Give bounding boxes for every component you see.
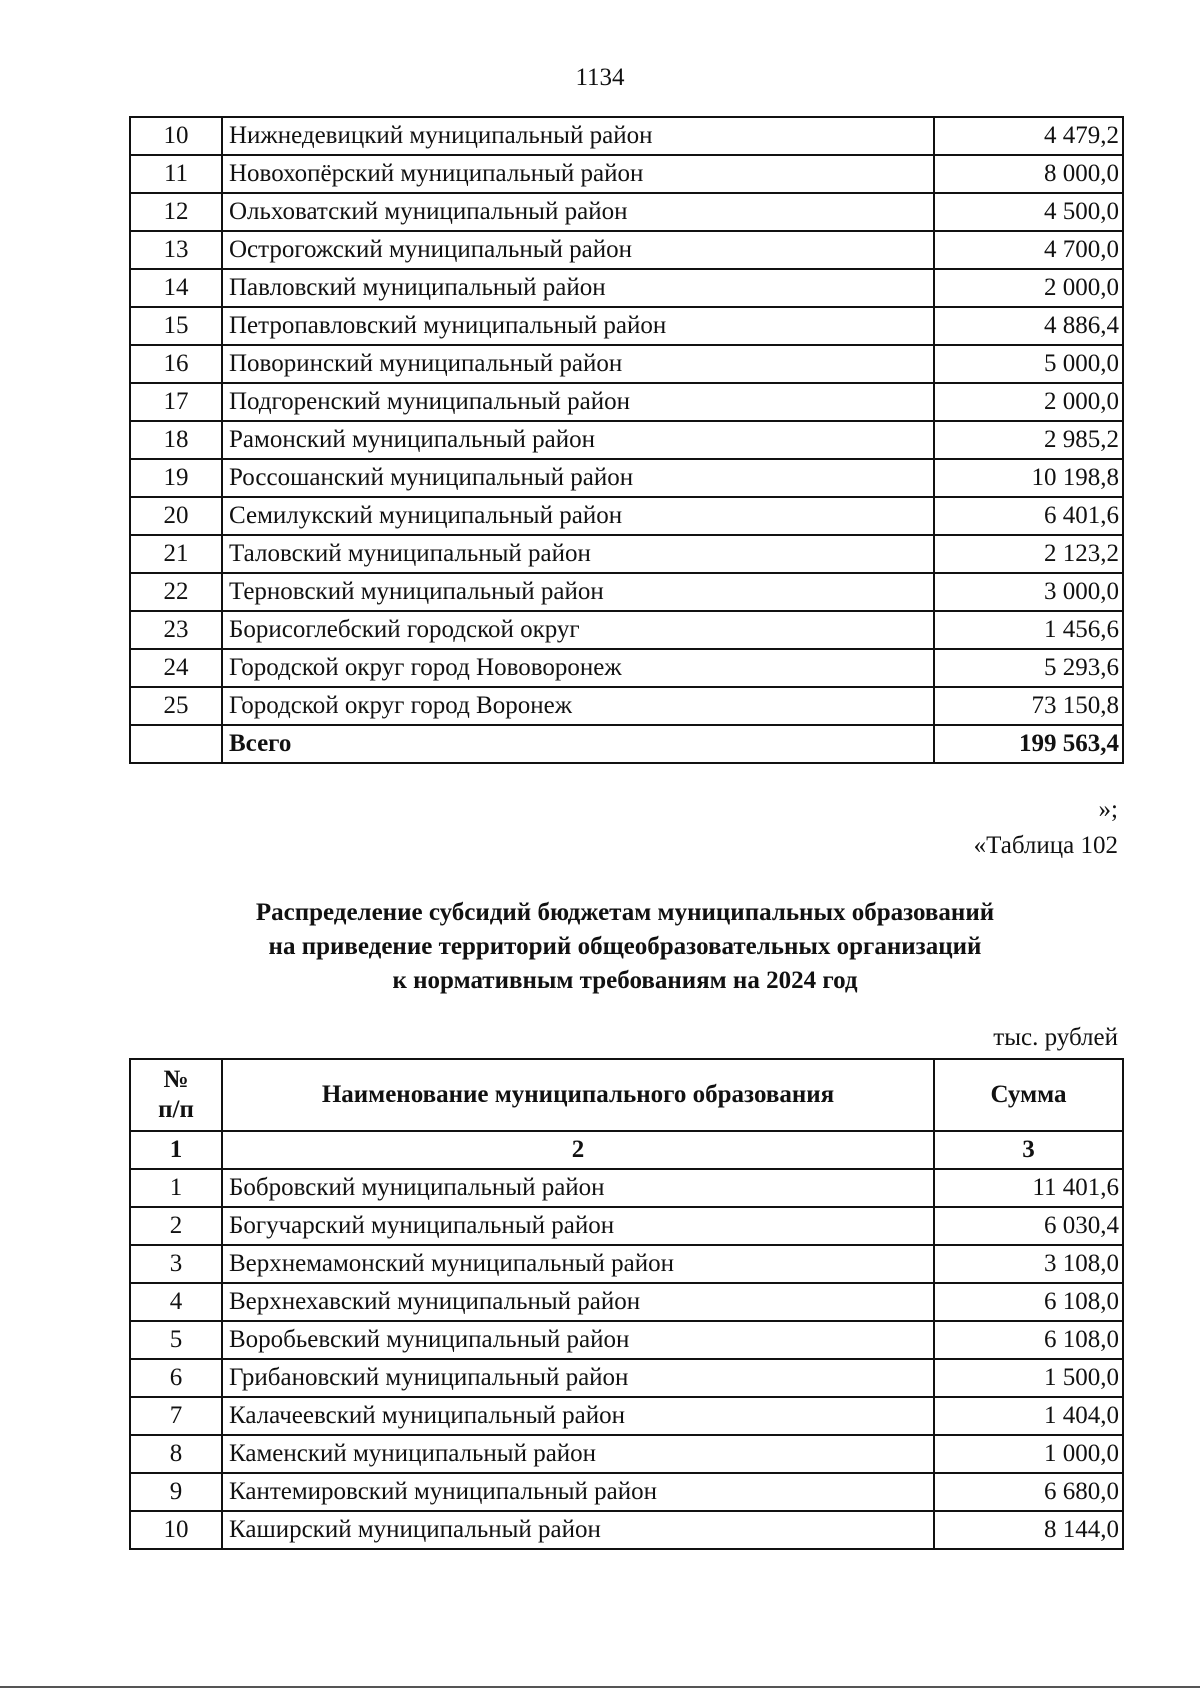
row-name-cell: Верхнехавский муниципальный район (222, 1283, 934, 1321)
row-number-cell: 4 (130, 1283, 222, 1321)
total-sum-cell: 199 563,4 (934, 725, 1123, 763)
row-sum-cell: 4 479,2 (934, 117, 1123, 155)
row-name-cell: Борисоглебский городской округ (222, 611, 934, 649)
row-sum-cell: 4 700,0 (934, 231, 1123, 269)
row-number-cell: 10 (130, 1511, 222, 1549)
table-body (130, 1059, 1123, 1549)
row-number-cell: 23 (130, 611, 222, 649)
header-cell-sum: Сумма (934, 1059, 1123, 1131)
row-name-cell: Поворинский муниципальный район (222, 345, 934, 383)
row-name-cell: Грибановский муниципальный район (222, 1359, 934, 1397)
page-number: 1134 (575, 64, 625, 91)
row-sum-cell: 6 401,6 (934, 497, 1123, 535)
row-number-cell: 21 (130, 535, 222, 573)
row-name-cell: Каширский муниципальный район (222, 1511, 934, 1549)
row-name-cell: Новохопёрский муниципальный район (222, 155, 934, 193)
row-name-cell: Нижнедевицкий муниципальный район (222, 117, 934, 155)
heading-line-1: Распределение субсидий бюджетам муниципальных образований (255, 899, 995, 926)
table-row (130, 421, 1123, 459)
row-number-cell: 3 (130, 1245, 222, 1283)
row-number-cell: 25 (130, 687, 222, 725)
row-sum-cell: 6 030,4 (934, 1207, 1123, 1245)
table-label: «Таблица 102 (973, 832, 1118, 859)
table-row (130, 1511, 1123, 1549)
row-sum-cell: 1 456,6 (934, 611, 1123, 649)
row-name-cell: Бобровский муниципальный район (222, 1169, 934, 1207)
table-row (130, 193, 1123, 231)
header-number-sign: № (163, 1066, 189, 1093)
table-heading (0, 896, 1200, 998)
table-row (130, 1245, 1123, 1283)
table-row (130, 345, 1123, 383)
row-number-cell: 22 (130, 573, 222, 611)
table-row (130, 1359, 1123, 1397)
table-row (130, 155, 1123, 193)
table-row (130, 573, 1123, 611)
row-sum-cell: 2 123,2 (934, 535, 1123, 573)
row-name-cell: Богучарский муниципальный район (222, 1207, 934, 1245)
table-header-row (130, 1059, 1123, 1131)
total-empty-cell (130, 725, 222, 763)
table-row (130, 383, 1123, 421)
row-number-cell: 24 (130, 649, 222, 687)
column-numbers-row (130, 1131, 1123, 1169)
row-name-cell: Таловский муниципальный район (222, 535, 934, 573)
row-number-cell: 8 (130, 1435, 222, 1473)
table-row (130, 1169, 1123, 1207)
table-row (130, 611, 1123, 649)
table-row (130, 1283, 1123, 1321)
row-sum-cell: 3 108,0 (934, 1245, 1123, 1283)
row-number-cell: 10 (130, 117, 222, 155)
column-number-cell: 1 (130, 1131, 222, 1169)
table-row (130, 1397, 1123, 1435)
row-name-cell: Петропавловский муниципальный район (222, 307, 934, 345)
row-sum-cell: 4 500,0 (934, 193, 1123, 231)
header-cell-number (130, 1059, 222, 1131)
heading-line-2: на приведение территорий общеобразовательных организаций (268, 933, 982, 960)
distribution-table (129, 1058, 1124, 1550)
row-sum-cell: 8 000,0 (934, 155, 1123, 193)
row-sum-cell: 1 000,0 (934, 1435, 1123, 1473)
header-cell-name: Наименование муниципального образования (222, 1059, 934, 1131)
row-sum-cell: 73 150,8 (934, 687, 1123, 725)
table-row (130, 269, 1123, 307)
row-number-cell: 7 (130, 1397, 222, 1435)
row-sum-cell: 11 401,6 (934, 1169, 1123, 1207)
table-row (130, 687, 1123, 725)
table-row (130, 1473, 1123, 1511)
table-row (130, 117, 1123, 155)
table-row (130, 459, 1123, 497)
row-name-cell: Терновский муниципальный район (222, 573, 934, 611)
row-sum-cell: 3 000,0 (934, 573, 1123, 611)
row-sum-cell: 8 144,0 (934, 1511, 1123, 1549)
distribution-table-continued (129, 116, 1124, 764)
total-row (130, 725, 1123, 763)
row-number-cell: 20 (130, 497, 222, 535)
row-name-cell: Павловский муниципальный район (222, 269, 934, 307)
row-sum-cell: 6 680,0 (934, 1473, 1123, 1511)
page-bottom-rule (0, 1686, 1200, 1688)
row-name-cell: Семилукский муниципальный район (222, 497, 934, 535)
row-name-cell: Кантемировский муниципальный район (222, 1473, 934, 1511)
row-number-cell: 19 (130, 459, 222, 497)
row-number-cell: 17 (130, 383, 222, 421)
header-number-abbr: п/п (158, 1096, 194, 1123)
row-name-cell: Городской округ город Воронеж (222, 687, 934, 725)
row-number-cell: 5 (130, 1321, 222, 1359)
row-number-cell: 13 (130, 231, 222, 269)
row-number-cell: 1 (130, 1169, 222, 1207)
row-number-cell: 2 (130, 1207, 222, 1245)
row-sum-cell: 6 108,0 (934, 1321, 1123, 1359)
row-name-cell: Воробьевский муниципальный район (222, 1321, 934, 1359)
table-row (130, 307, 1123, 345)
row-name-cell: Россошанский муниципальный район (222, 459, 934, 497)
heading-line-3: к нормативным требованиям на 2024 год (392, 967, 858, 994)
row-sum-cell: 1 500,0 (934, 1359, 1123, 1397)
units-label: тыс. рублей (993, 1024, 1118, 1051)
row-name-cell: Рамонский муниципальный район (222, 421, 934, 459)
row-name-cell: Острогожский муниципальный район (222, 231, 934, 269)
table-body (130, 117, 1123, 763)
row-sum-cell: 2 985,2 (934, 421, 1123, 459)
row-number-cell: 18 (130, 421, 222, 459)
row-number-cell: 12 (130, 193, 222, 231)
row-name-cell: Верхнемамонский муниципальный район (222, 1245, 934, 1283)
row-number-cell: 16 (130, 345, 222, 383)
row-name-cell: Ольховатский муниципальный район (222, 193, 934, 231)
row-number-cell: 11 (130, 155, 222, 193)
total-label-cell: Всего (222, 725, 934, 763)
row-sum-cell: 2 000,0 (934, 269, 1123, 307)
row-sum-cell: 2 000,0 (934, 383, 1123, 421)
row-sum-cell: 5 293,6 (934, 649, 1123, 687)
row-sum-cell: 6 108,0 (934, 1283, 1123, 1321)
table-row (130, 1435, 1123, 1473)
table-row (130, 231, 1123, 269)
row-number-cell: 9 (130, 1473, 222, 1511)
table-row (130, 497, 1123, 535)
column-number-cell: 2 (222, 1131, 934, 1169)
table-row (130, 1207, 1123, 1245)
table-row (130, 535, 1123, 573)
row-sum-cell: 1 404,0 (934, 1397, 1123, 1435)
column-number-cell: 3 (934, 1131, 1123, 1169)
closing-quote: »; (1098, 796, 1118, 823)
row-name-cell: Калачеевский муниципальный район (222, 1397, 934, 1435)
table-row (130, 1321, 1123, 1359)
row-name-cell: Подгоренский муниципальный район (222, 383, 934, 421)
row-name-cell: Каменский муниципальный район (222, 1435, 934, 1473)
row-number-cell: 6 (130, 1359, 222, 1397)
row-number-cell: 14 (130, 269, 222, 307)
row-sum-cell: 4 886,4 (934, 307, 1123, 345)
table-row (130, 649, 1123, 687)
row-name-cell: Городской округ город Нововоронеж (222, 649, 934, 687)
row-sum-cell: 10 198,8 (934, 459, 1123, 497)
row-sum-cell: 5 000,0 (934, 345, 1123, 383)
row-number-cell: 15 (130, 307, 222, 345)
